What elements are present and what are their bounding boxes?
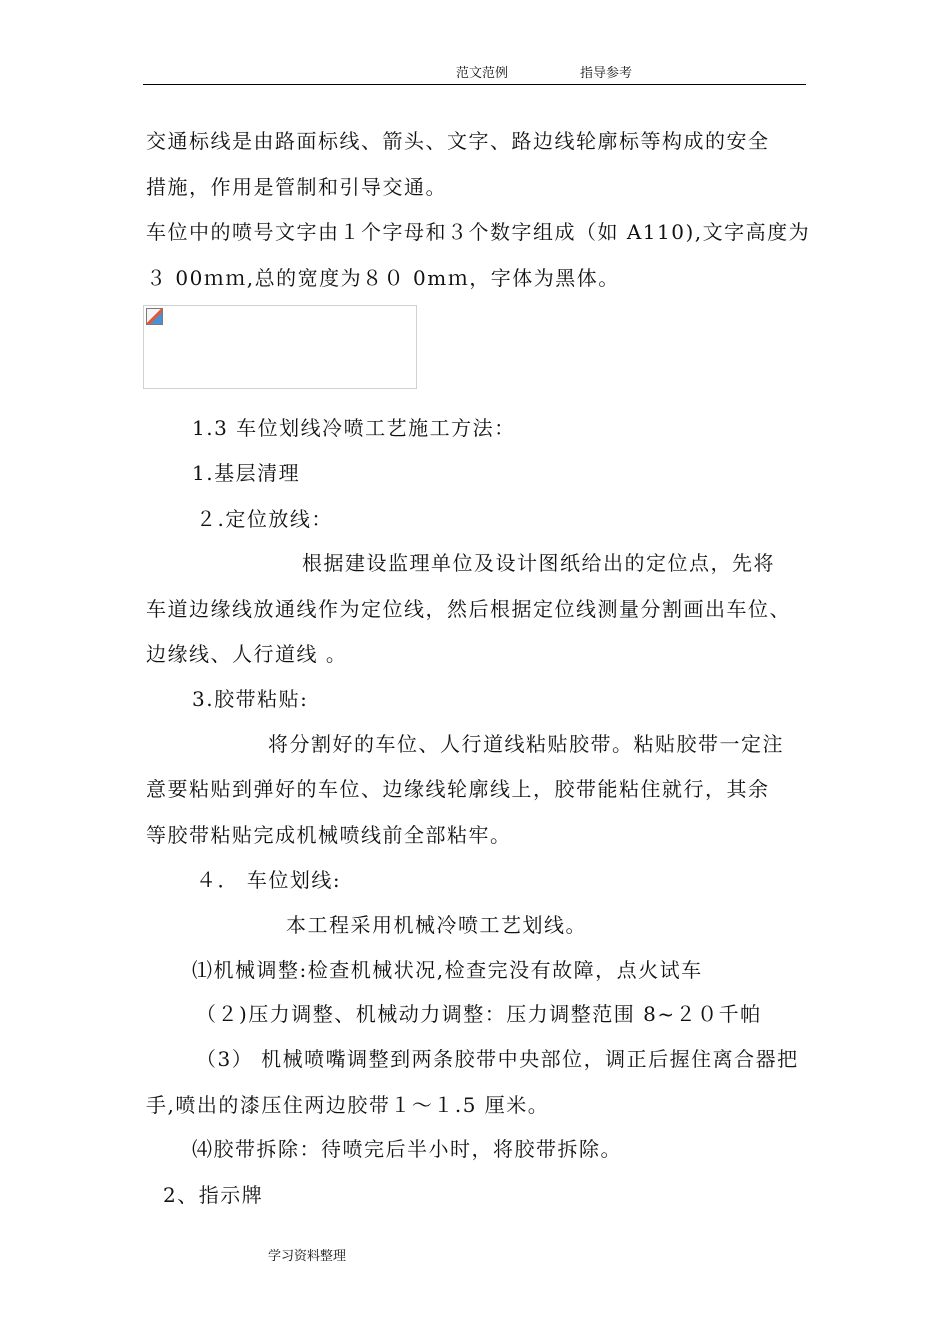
- paragraph-line: ３ 00ｍｍ,总的宽度为８０ 0mｍ，字体为黑体。: [146, 266, 620, 290]
- list-item: （２)压力调整、机械动力调整：压力调整范围 8~２０千帕: [196, 1002, 762, 1026]
- paragraph-line: 根据建设监理单位及设计图纸给出的定位点，先将: [302, 551, 775, 575]
- paragraph-line: 边缘线、人行道线 。: [146, 642, 348, 666]
- paragraph-line: 手,喷出的漆压住两边胶带１～１.5 厘米。: [146, 1093, 550, 1117]
- paragraph-line: 交通标线是由路面标线、箭头、文字、路边线轮廓标等构成的安全: [146, 129, 770, 153]
- step-heading: 1.基层清理: [192, 461, 301, 485]
- list-item: （3） 机械喷嘴调整到两条胶带中央部位，调正后握住离合器把: [196, 1047, 799, 1071]
- list-item: ⑷胶带拆除：待喷完后半小时，将胶带拆除。: [192, 1137, 622, 1161]
- paragraph-line: 将分割好的车位、人行道线粘贴胶带。粘贴胶带一定注: [268, 732, 784, 756]
- paragraph-line: 意要粘贴到弹好的车位、边缘线轮廓线上，胶带能粘住就行，其余: [146, 777, 770, 801]
- list-item: ⑴机械调整:检查机械状况,检查完没有故障，点火试车: [192, 958, 703, 982]
- paragraph-line: 车道边缘线放通线作为定位线，然后根据定位线测量分割画出车位、: [146, 597, 791, 621]
- paragraph-line: 等胶带粘贴完成机械喷线前全部粘牢。: [146, 823, 512, 847]
- header-right-text: 指导参考: [580, 66, 633, 81]
- page-footer: 学习资料整理: [268, 1249, 347, 1264]
- page-header: [143, 66, 806, 85]
- header-left-text: 范文范例: [456, 66, 509, 81]
- step-heading: 3.胶带粘贴:: [192, 687, 309, 711]
- paragraph-line: 本工程采用机械冷喷工艺划线。: [286, 913, 587, 937]
- paragraph-line: 措施，作用是管制和引导交通。: [146, 175, 447, 199]
- paragraph-line: 车位中的喷号文字由１个字母和３个数字组成（如 A110),文字高度为: [146, 220, 811, 244]
- image-placeholder: [143, 305, 417, 389]
- section-heading: 2、指示牌: [163, 1183, 264, 1207]
- section-heading: 1.3 车位划线冷喷工艺施工方法：: [192, 416, 516, 440]
- step-heading: ２.定位放线：: [196, 507, 333, 531]
- step-heading: ４． 车位划线:: [196, 868, 342, 892]
- broken-image-icon: [146, 308, 163, 325]
